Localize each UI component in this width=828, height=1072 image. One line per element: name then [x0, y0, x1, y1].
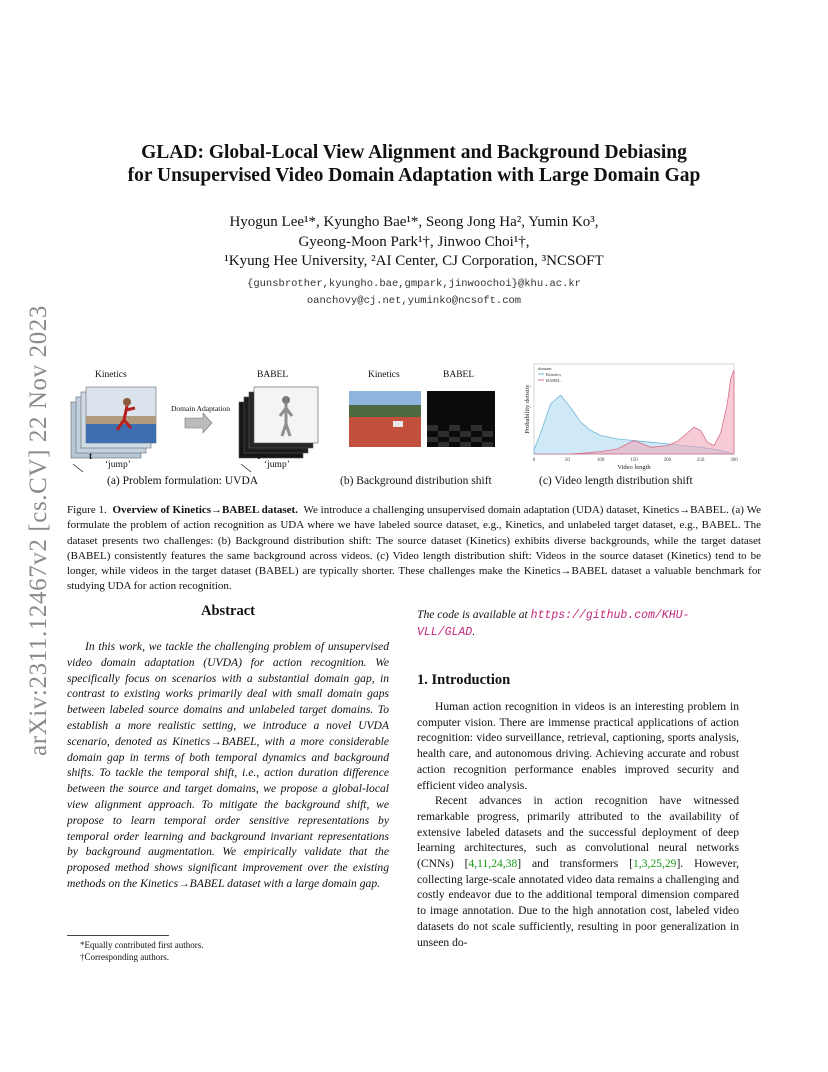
x-tick-label: 100: [596, 458, 605, 463]
x-tick-label: 200: [663, 458, 672, 463]
panel-c-caption: (c) Video length distribution shift: [539, 475, 693, 487]
legend-entry-babel: BABEL: [546, 378, 561, 383]
citation-link-transformers[interactable]: 1,3,25,29: [632, 857, 677, 871]
panel-b-babel-label: BABEL: [443, 370, 475, 380]
code-availability: [417, 607, 739, 640]
figure-panel-b: [343, 368, 503, 468]
authors-line-1: Hyogun Lee¹*, Kyungho Bae¹*, Seong Jong Ha², Yumin Ko³,: [229, 214, 599, 230]
x-tick-label: 250: [696, 458, 705, 463]
abstract-text: In this work, we tackle the challenging problem of unsupervised video domain adaptation (UVDA) for action recognition. We specifically focus on scenarios with a substantial domain gap, in contrast to existing works primarily deal with small domain gaps between labeled source domains and unlabeled target domains. To establish a more realistic setting, we introduce a novel UVDA scenario, denoted as Kinetics→BABEL, with a more considerable domain gap in terms of both temporal dynamics and background shifts. To tackle the temporal shift, i.e., action duration difference between the source and target domains, we propose a global-local view alignment approach. To mitigate the background shift, we propose to learn temporal order sensitive representations by temporal order learning and background invariant representations by background augmentation. We empirically validate that the proposed method shows significant improvement over the existing methods on the Kinetics→BABEL dataset with a large domain gap.: [67, 640, 389, 890]
x-axis-label: Video length: [617, 464, 651, 471]
abstract-heading: Abstract: [201, 603, 255, 619]
x-tick-label: 150: [630, 458, 638, 463]
introduction-heading: 1. Introduction: [417, 672, 511, 688]
introduction-body: [417, 699, 739, 950]
figure-panel-c: [520, 356, 748, 474]
panel-a-caption: (a) Problem formulation: UVDA: [107, 475, 259, 487]
intro-p2-part-b: ] and transformers [: [517, 857, 633, 871]
x-tick-label: 50: [564, 458, 570, 463]
panel-a-time-label-left: t: [89, 452, 93, 462]
intro-p2-part-c: ]. However, collecting large-scale annotated video data remains a challenging and costly endeavor due to the additional temporal dimension compared to image annotation. Due to the high annotation cost, labeled video datasets do not scale sufficiently, resulting in poor generalization in unseen do-: [417, 857, 739, 949]
title-line-2: for Unsupervised Video Domain Adaptation with Large Domain Gap: [127, 165, 701, 186]
arxiv-id-text: arXiv:2311.12467v2 [cs.CV] 22 Nov 2023: [25, 305, 52, 756]
code-suffix: .: [472, 624, 476, 638]
legend-title: domain: [538, 366, 552, 371]
panel-b-kinetics-label: Kinetics: [368, 370, 400, 380]
y-axis-label: Probability density: [524, 384, 531, 434]
footnote-corresponding: †Corresponding authors.: [80, 952, 169, 962]
x-tick-label: 300: [730, 458, 738, 463]
panel-a-kinetics-label: Kinetics: [95, 370, 127, 380]
footnote-equal-contribution: *Equally contributed first authors.: [80, 940, 204, 950]
caption-label: Figure 1.: [67, 504, 107, 516]
panel-a-jump-right: ‘jump’: [264, 460, 290, 470]
paper-title: [90, 141, 738, 187]
panel-a-babel-label: BABEL: [257, 370, 289, 380]
emails-line-2: oanchovy@cj.net,yuminko@ncsoft.com: [306, 295, 522, 307]
length-distribution-chart: [520, 356, 748, 474]
caption-body: We introduce a challenging unsupervised domain adaptation (UDA) dataset, Kinetics→BABEL. (a) We formulate the problem of action recognition as UDA where we have labeled source dataset, e.g., Kinetics, and unlabeled target dataset, e.g., BABEL. The dataset presents two challenges: (b) Background distribution shift: The source dataset (Kinetics) exhibits diverse backgrounds, while the target dataset (BABEL) consistently features the same background across videos. (c) Video length distribution shift: Videos in the source dataset (Kinetics) tend to be longer, while videos in the target dataset (BABEL) are typically shorter. These challenges make the Kinetics→BABEL dataset a valuable benchmark for studying UDA for action recognition.: [67, 504, 761, 593]
x-tick-label: 0: [532, 458, 536, 463]
figure-panel-a: [67, 368, 327, 490]
caption-heading: Overview of Kinetics→BABEL dataset.: [112, 504, 298, 516]
authors-line-2: Gyeong-Moon Park¹†, Jinwoo Choi¹†,: [298, 233, 530, 250]
affiliations: ¹Kyung Hee University, ²AI Center, CJ Corporation, ³NCSOFT: [224, 253, 604, 269]
arxiv-identifier: [2, 280, 62, 760]
citation-link-cnn[interactable]: 4,11,24,38: [468, 857, 518, 871]
author-block: [90, 213, 738, 272]
intro-paragraph-1: Human action recognition in videos is an interesting problem in computer vision. There are immense practical applications of action recognition: video surveillance, retrieval, captioning, sports analysis, health care, and autonomous driving. Achieving accurate and robust action recognition performance enables improved security and efficient video analysis.: [417, 700, 739, 792]
code-url-link[interactable]: https://github.com/KHU-VLL/GLAD: [417, 609, 690, 639]
figure-caption: [67, 503, 761, 595]
panel-a-jump-left: ‘jump’: [105, 460, 131, 470]
panel-a-arrow-label: Domain Adaptation: [171, 404, 230, 413]
footnotes: [80, 939, 203, 963]
email-block: [90, 276, 738, 310]
footnote-divider: [67, 935, 169, 936]
code-prefix: The code is available at: [417, 608, 531, 621]
emails-line-1: {gunsbrother,kyungho.bae,gmpark,jinwoochoi}@khu.ac.kr: [247, 278, 581, 290]
intro-p2-part-a: Recent advances in action recognition have witnessed remarkable progress, primarily attributed to the availability of extensive labeled datasets and the successful deployment of deep learning architectures, such as convolutional neural networks (CNNs) [: [417, 794, 739, 871]
abstract-body: [67, 639, 389, 892]
panel-b-caption: (b) Background distribution shift: [340, 475, 492, 487]
legend-entry-kinetics: Kinetics: [546, 372, 561, 377]
title-line-1: GLAD: Global-Local View Alignment and Background Debiasing: [141, 142, 687, 163]
intro-paragraph-2: [417, 793, 739, 950]
panel-b-images: [343, 391, 503, 451]
panel-a-time-label-right: t: [257, 452, 261, 462]
